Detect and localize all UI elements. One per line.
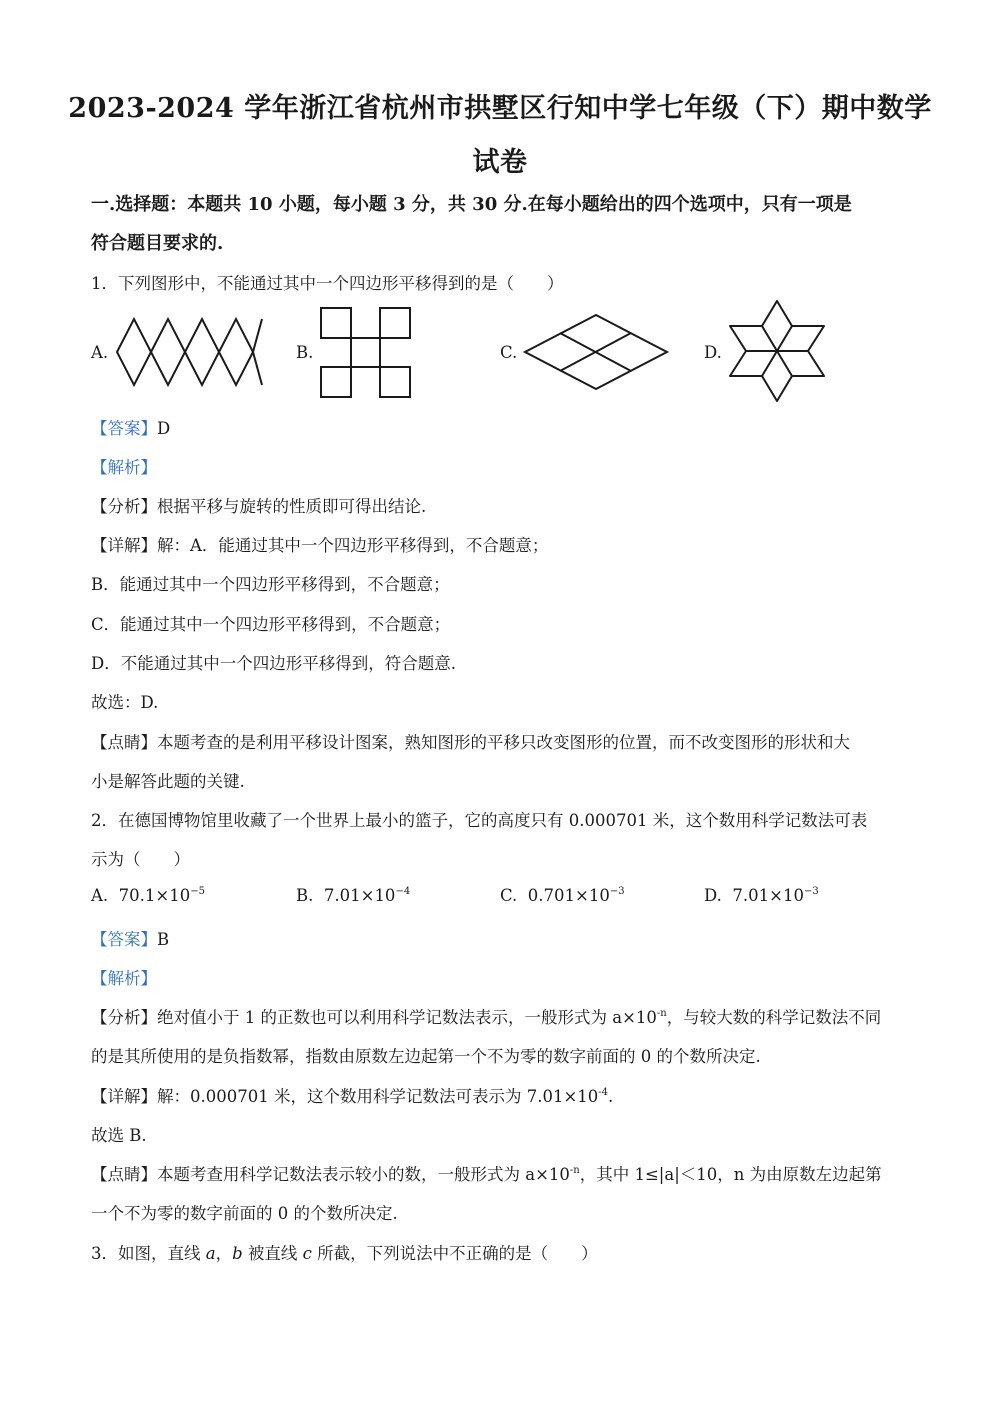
page-title-line1: 2023-2024 学年浙江省杭州市拱墅区行知中学七年级（下）期中数学 xyxy=(68,93,932,124)
q1-stem: 1．下列图形中，不能通过其中一个四边形平移得到的是（ ） xyxy=(91,274,564,293)
option-exponent: −3 xyxy=(803,886,819,897)
option-base: 70.1×10 xyxy=(118,886,191,905)
dianjing-tag: 【点睛】 xyxy=(91,1165,157,1184)
q1-analysis-tag: 【解析】 xyxy=(91,458,157,477)
rhombus xyxy=(185,319,219,385)
q2-stem-line1: 2．在德国博物馆里收藏了一个世界上最小的篮子，它的高度只有 0.000701 米，这个数用科学记数法可表 xyxy=(91,811,868,830)
square xyxy=(380,308,410,338)
dianjing-exponent: -n xyxy=(569,1165,580,1176)
option-exponent: −4 xyxy=(395,886,411,897)
q2-xiangjie xyxy=(91,1083,613,1107)
q2-stem-line2: 示为（ ） xyxy=(91,850,190,869)
var-c: c xyxy=(302,1244,312,1263)
square xyxy=(351,338,380,367)
option-label: B. xyxy=(296,886,314,905)
dianjing-tag: 【点睛】 xyxy=(91,733,157,752)
q1-fenxi xyxy=(91,493,426,517)
q1-option-c-label: C. xyxy=(500,343,518,362)
option-exponent: −3 xyxy=(609,886,625,897)
rhombus xyxy=(151,319,185,385)
q2-dianjing-line2: 一个不为零的数字前面的 0 的个数所决定. xyxy=(91,1204,398,1223)
q1-line-b: B．能通过其中一个四边形平移得到，不合题意； xyxy=(91,575,450,594)
q2-option-d xyxy=(704,886,819,905)
q2-option-a xyxy=(91,886,205,905)
q2-fenxi-line2: 的是其所使用的是负指数幂，指数由原数左边起第一个不为零的数字前面的 0 的个数所决定. xyxy=(91,1047,761,1066)
dianjing-text-tail: ，其中 1≤|a|＜10，n 为由原数左边起第 xyxy=(579,1165,882,1184)
answer-tag: 【答案】 xyxy=(91,930,157,949)
option-label: A. xyxy=(91,886,109,905)
var-b: b xyxy=(232,1244,243,1263)
square xyxy=(321,367,351,397)
xiangjie-tag: 【详解】 xyxy=(91,536,157,555)
option-base: 7.01×10 xyxy=(732,886,804,905)
q1-dianjing-line1 xyxy=(91,729,850,753)
q1-option-d-label: D. xyxy=(704,343,722,362)
var-a: a xyxy=(205,1244,216,1263)
q1-line-c: C．能通过其中一个四边形平移得到，不合题意； xyxy=(91,615,451,634)
q1-line-d: D．不能通过其中一个四边形平移得到，符合题意. xyxy=(91,654,456,673)
q1-figure-d xyxy=(726,298,828,404)
option-label: C. xyxy=(500,886,518,905)
rhombus xyxy=(219,319,253,385)
option-label: D. xyxy=(704,886,722,905)
q2-answer xyxy=(91,926,169,950)
section-heading-line2: 符合题目要求的. xyxy=(91,233,224,254)
fenxi-text: 绝对值小于 1 的正数也可以利用科学记数法表示，一般形式为 a×10 xyxy=(157,1008,657,1027)
dianjing-text: 本题考查用科学记数法表示较小的数，一般形式为 a×10 xyxy=(157,1165,570,1184)
xiangjie-tag: 【详解】 xyxy=(91,1087,157,1106)
xiangjie-exponent: -4 xyxy=(598,1087,609,1098)
q1-option-a-label: A. xyxy=(91,343,109,362)
answer-tag: 【答案】 xyxy=(91,419,157,438)
q3-stem xyxy=(91,1240,598,1264)
q2-option-b xyxy=(296,886,410,905)
q1-xiangjie xyxy=(91,532,548,556)
option-exponent: −5 xyxy=(190,886,205,897)
q2-analysis-tag: 【解析】 xyxy=(91,969,157,988)
q1-figure-b xyxy=(318,305,414,399)
stem-text: 所截，下列说法中不正确的是（ ） xyxy=(311,1244,598,1263)
fenxi-text: 根据平移与旋转的性质即可得出结论. xyxy=(157,497,427,516)
q2-fenxi-line1 xyxy=(91,1004,881,1028)
q2-choose: 故选 B. xyxy=(91,1126,147,1145)
q1-figure-c xyxy=(522,312,670,392)
answer-value: D xyxy=(157,419,171,438)
dianjing-text: 本题考查的是利用平移设计图案，熟知图形的平移只改变图形的位置，而不改变图形的形状和大 xyxy=(157,733,850,752)
section-heading-line1: 一.选择题：本题共 10 小题，每小题 3 分，共 30 分.在每小题给出的四个选项中，只有一项是 xyxy=(91,194,852,215)
fenxi-text-tail: ，与较大数的科学记数法不同 xyxy=(666,1008,882,1027)
q1-dianjing-line2: 小是解答此题的关键. xyxy=(91,772,245,791)
xiangjie-text: 解：0.000701 米，这个数用科学记数法可表示为 7.01×10 xyxy=(157,1087,599,1106)
fenxi-tag: 【分析】 xyxy=(91,1008,157,1027)
square xyxy=(380,367,410,397)
fenxi-exponent: -n xyxy=(656,1008,667,1019)
q1-choose: 故选：D. xyxy=(91,693,159,712)
option-base: 0.701×10 xyxy=(527,886,610,905)
q2-option-c xyxy=(500,886,625,905)
page-title-line2: 试卷 xyxy=(472,147,528,178)
xiangjie-text: 解：A．能通过其中一个四边形平移得到，不合题意； xyxy=(157,536,549,555)
q1-figure-a xyxy=(114,316,266,388)
stem-text: 3．如图，直线 xyxy=(91,1244,206,1263)
answer-value: B xyxy=(157,930,170,949)
q1-option-b-label: B. xyxy=(296,343,314,362)
stem-text: 被直线 xyxy=(242,1244,303,1263)
square xyxy=(321,308,351,338)
stem-text: ， xyxy=(215,1244,233,1263)
option-base: 7.01×10 xyxy=(323,886,396,905)
q1-answer xyxy=(91,415,170,439)
edge xyxy=(253,319,262,352)
q2-dianjing-line1 xyxy=(91,1161,882,1185)
rhombus xyxy=(117,319,151,385)
fenxi-tag: 【分析】 xyxy=(91,497,157,516)
xiangjie-text-tail: . xyxy=(608,1087,614,1106)
edge xyxy=(253,352,262,385)
